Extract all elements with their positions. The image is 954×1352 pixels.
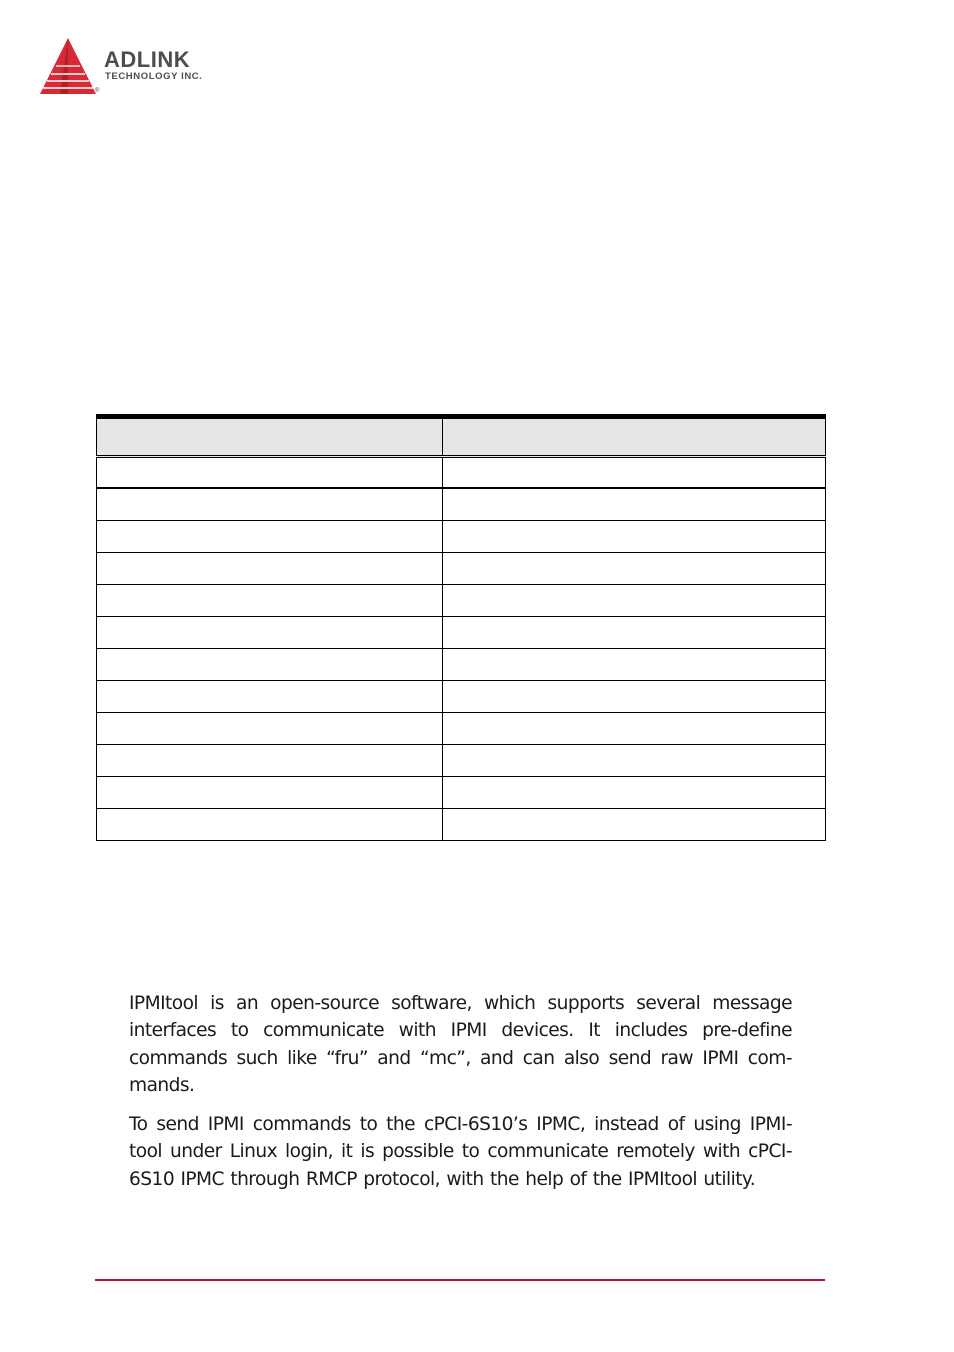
table-cell: [443, 457, 826, 489]
table-cell: [97, 521, 443, 553]
table-cell: [97, 457, 443, 489]
table-cell: [97, 553, 443, 585]
table-cell: [97, 585, 443, 617]
table-cell: [443, 777, 826, 809]
table-body: [97, 457, 826, 841]
footer-rule: [95, 1279, 825, 1281]
table-header-cell: [443, 417, 826, 457]
table-cell: [443, 745, 826, 777]
table-row: [97, 681, 826, 713]
table-header-cell: [97, 417, 443, 457]
table-cell: [443, 617, 826, 649]
table-cell: [97, 809, 443, 841]
table-row: [97, 553, 826, 585]
table-cell: [443, 713, 826, 745]
data-table: [96, 414, 826, 841]
table-row: [97, 777, 826, 809]
table-cell: [443, 488, 826, 521]
company-logo: [38, 36, 238, 100]
table-row: [97, 585, 826, 617]
table-cell: [443, 681, 826, 713]
table-cell: [443, 649, 826, 681]
table-row: [97, 521, 826, 553]
registered-mark: ®: [95, 88, 100, 94]
table-cell: [443, 809, 826, 841]
body-paragraph-rmcp-remote: To send IPMI commands to the cPCI-6S10’s IPMC, instead of using IPMI- tool under Linux login, it is possible to communicate remotely with cPCI-6S10 IPMC through RMCP protocol, with the help of the IPMItool utility.: [129, 1114, 792, 1190]
logo-tagline: TECHNOLOGY INC.: [105, 71, 203, 82]
table-row: [97, 809, 826, 841]
logo-wordmark: ADLINK: [104, 47, 191, 72]
table-cell: [97, 745, 443, 777]
table-cell: [97, 649, 443, 681]
table-cell: [443, 553, 826, 585]
table-row: [97, 488, 826, 521]
table-cell: [97, 681, 443, 713]
table-row: [97, 617, 826, 649]
table-row: [97, 713, 826, 745]
table-cell: [97, 488, 443, 521]
table-cell: [97, 777, 443, 809]
table-row: [97, 649, 826, 681]
table-header-row: [97, 417, 826, 457]
table-cell: [443, 585, 826, 617]
adlink-triangle-logo-icon: [38, 36, 100, 98]
table-row: [97, 745, 826, 777]
body-paragraph-ipmitool-intro: IPMItool is an open-source software, which supports several message interfaces to communicate with IPMI devices. It includes pre-define commands such like “fru” and “mc”, and can also send raw IPMI com- mands.: [129, 993, 792, 1096]
table-cell: [97, 713, 443, 745]
table-cell: [443, 521, 826, 553]
table-cell: [97, 617, 443, 649]
table-row: [97, 457, 826, 489]
